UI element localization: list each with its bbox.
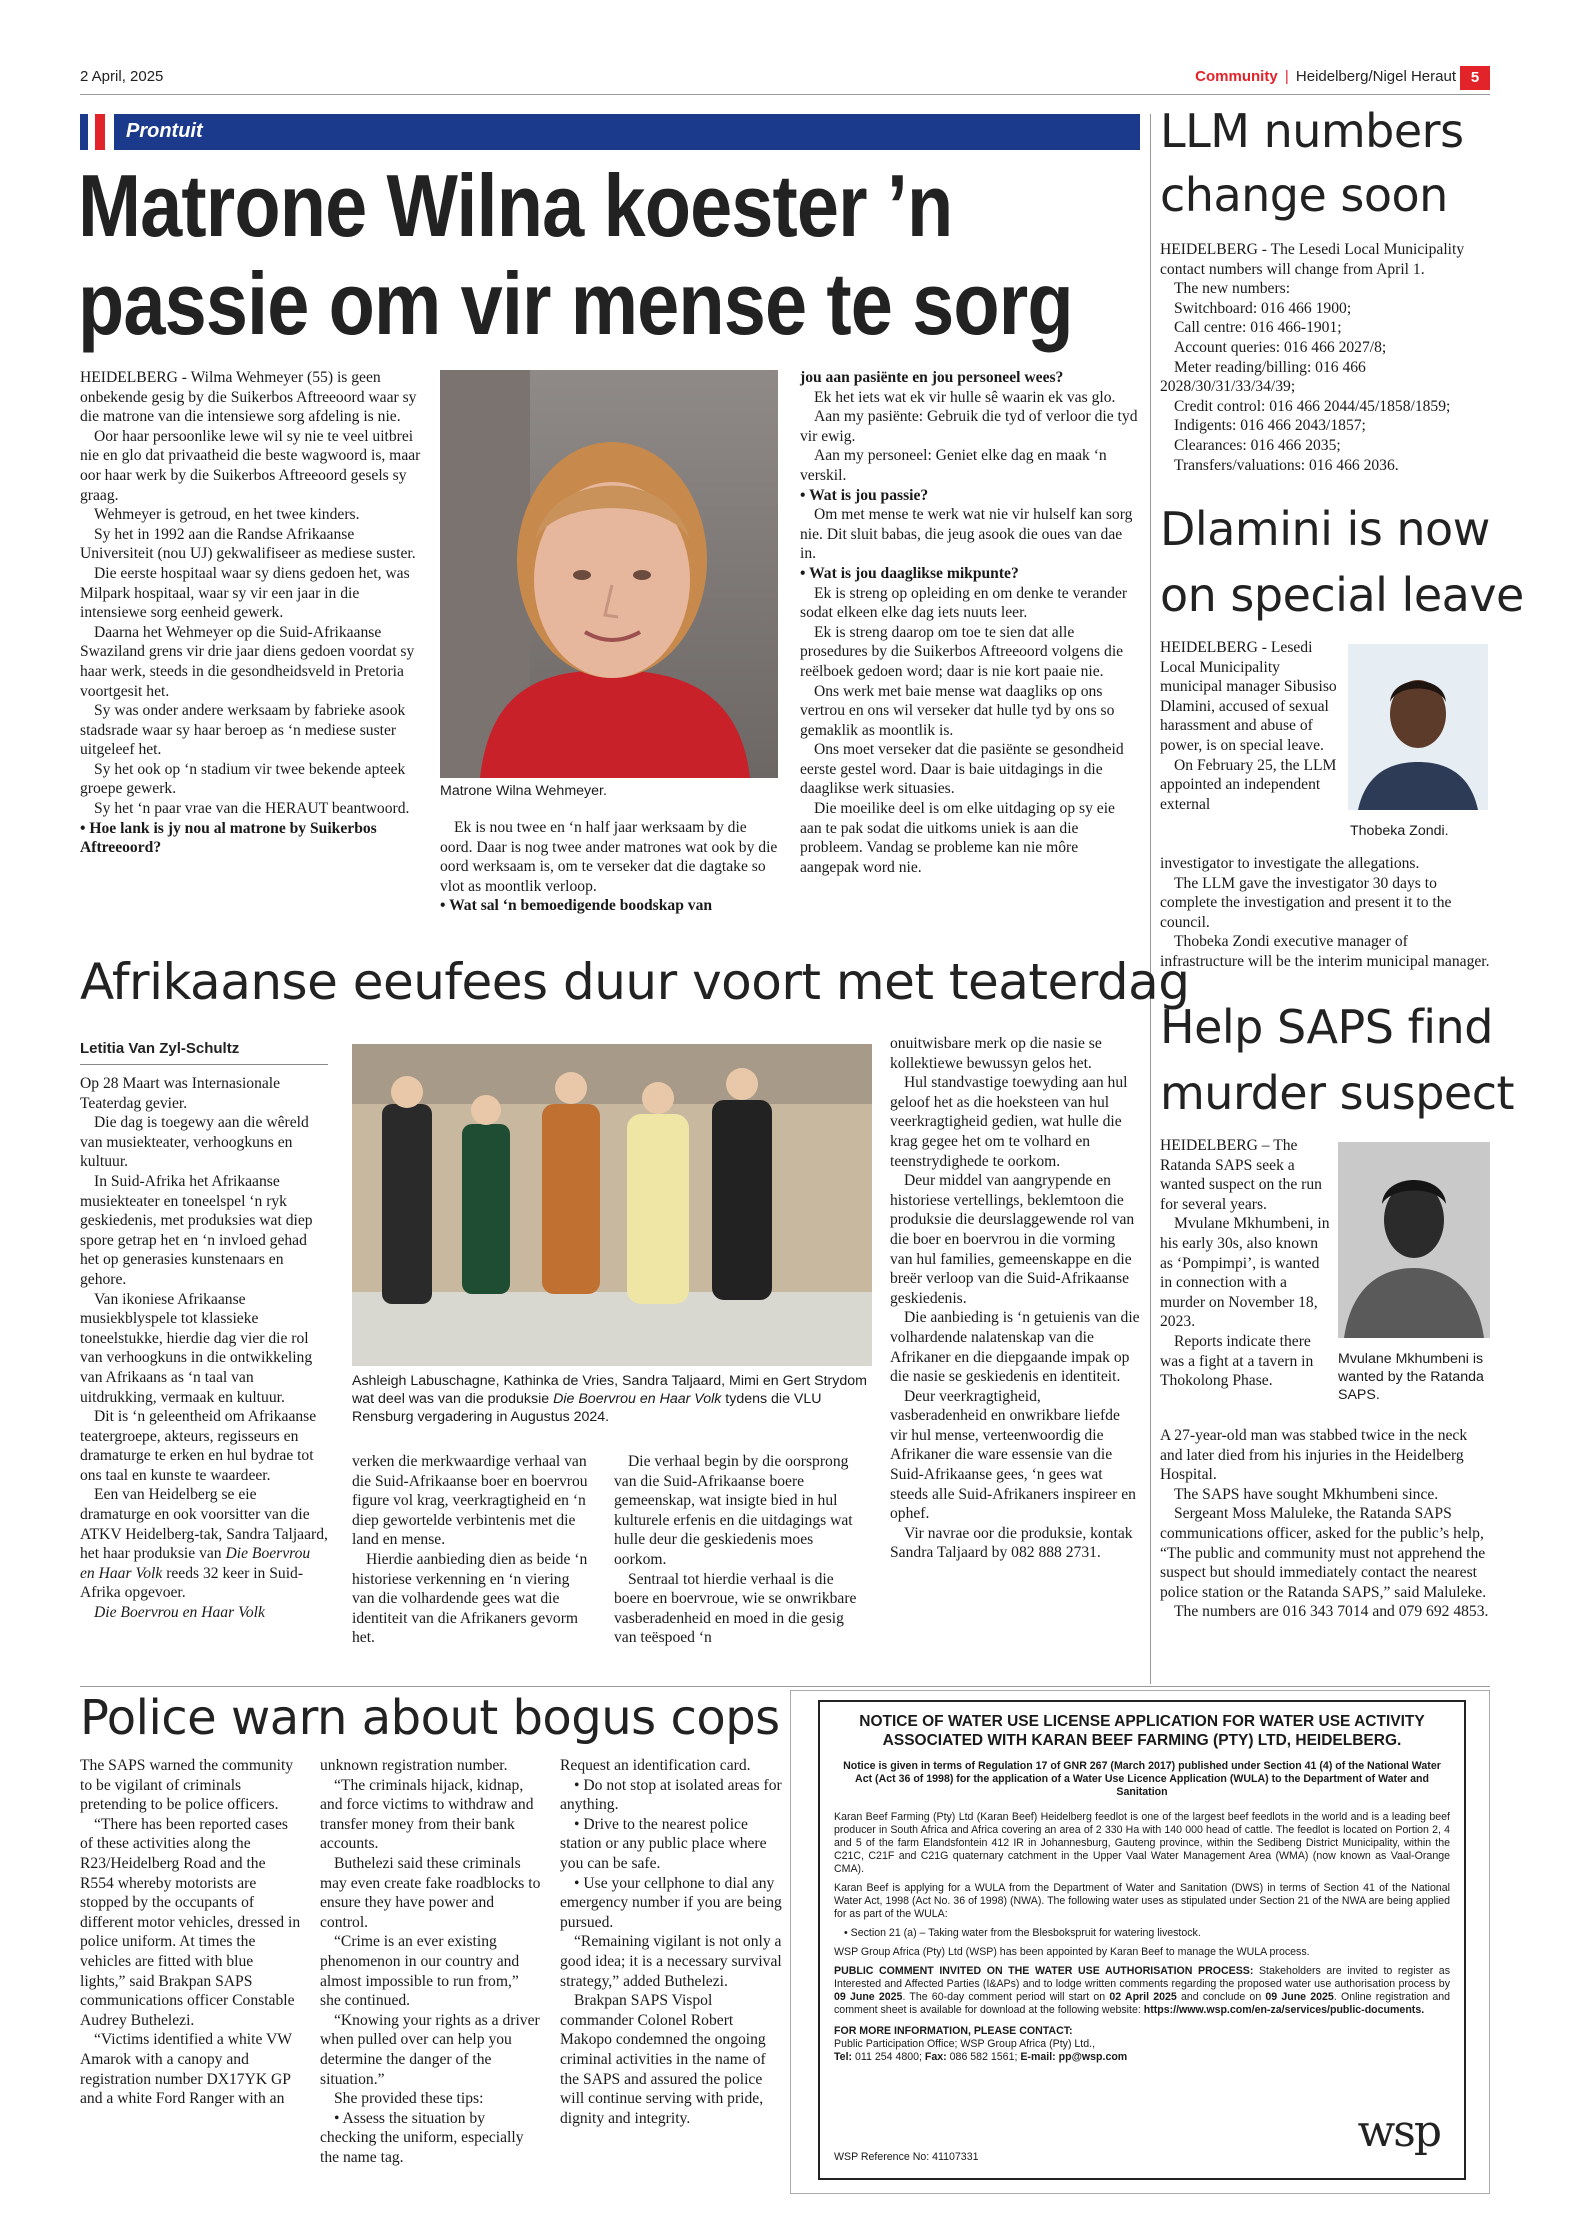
- notice-fax: 086 582 1561;: [946, 2051, 1021, 2063]
- paragraph-text: Ons werk met baie mense wat daagliks op ons vertrou en ons wil verseker dat hulle tyd by ons so gemaklik as moontlik is.: [800, 682, 1115, 739]
- paragraph: [80, 2030, 302, 2108]
- paragraph-text: • Use your cellphone to dial any emergency number if you are being pursued.: [560, 1874, 782, 1931]
- paragraph: [560, 1776, 782, 1815]
- paragraph-text: onuitwisbare merk op die nasie se kollektiewe bewussyn gelos het.: [890, 1035, 1102, 1072]
- paragraph: [800, 446, 1140, 485]
- paragraph-text: HEIDELBERG - The Lesedi Local Municipality contact numbers will change from April 1.: [1160, 241, 1465, 278]
- notice-reference: WSP Reference No: 41107331: [834, 2151, 979, 2163]
- paragraph-text: Switchboard: 016 466 1900;: [1174, 299, 1352, 317]
- paragraph: [80, 819, 428, 858]
- paragraph-text: • Drive to the nearest police station or any public place where you can be safe.: [560, 1815, 767, 1872]
- paragraph: [1160, 318, 1490, 338]
- zondi-photo-caption: Thobeka Zondi.: [1350, 823, 1449, 839]
- theatre-story-col2: [352, 1452, 592, 1648]
- paragraph-text: Van ikoniese Afrikaanse musiekblyspele tot klassieke toneelstukke, hierdie dag vier die rol van verhoogkuns in die ontwikkeling van Afrikaans as ‘n taal van uitdrukking, vermaak en kultuur.: [80, 1290, 313, 1406]
- paragraph-text: Ek is nou twee en ‘n half jaar werksaam by die oord. Daar is nog twee ander matrones wat ook by die oord werksaam is, om te verseker dat die dagtake so vlot as moontlik verloop.: [440, 819, 778, 895]
- notice-email-label: E-mail:: [1020, 2051, 1056, 2063]
- paragraph-text: verken die merkwaardige verhaal van die Suid-Afrikaanse boer en boervrou figure vol krag, veerkragtigheid en ‘n diep gewortelde verbintenis met die land en mense.: [352, 1453, 588, 1549]
- police-story-col3: [560, 1756, 782, 2128]
- header-section: Community: [1195, 68, 1278, 85]
- paragraph-text: Hierdie aanbieding dien as beide ‘n historiese verkenning en ‘n viering van die volhardende gees wat die identiteit van die Afrikaners gevorm het.: [352, 1550, 588, 1647]
- paragraph-text: Account queries: 016 466 2027/8;: [1174, 338, 1387, 356]
- notice-contact-details: [834, 2051, 1450, 2064]
- paragraph-text: She provided these tips:: [334, 2090, 484, 2108]
- paragraph: [560, 1815, 782, 1874]
- notice-date-3: 09 June 2025: [1265, 1991, 1334, 2003]
- paragraph-text: Sy het ‘n paar vrae van die HERAUT beantwoord.: [94, 800, 410, 818]
- paragraph: [1160, 456, 1490, 476]
- paragraph: [80, 1815, 302, 2031]
- notice-comment-b: . The 60-day comment period will start on: [902, 1991, 1110, 2003]
- llm-story-body: [1160, 240, 1490, 475]
- paragraph: [80, 760, 428, 799]
- paragraph: [800, 505, 1140, 564]
- paragraph: [800, 799, 1140, 877]
- paragraph: [560, 1756, 782, 1776]
- paragraph: [800, 584, 1140, 623]
- paragraph: [80, 368, 428, 427]
- paragraph-text: Die moeilike deel is om elke uitdaging op sy eie aan te pak sodat die uitkoms uniek is aan die probleem. Vandag se probleme kan nie môre aangepak word nie.: [800, 800, 1115, 876]
- paragraph-text: Brakpan SAPS Vispol commander Colonel Robert Makopo condemned the ongoing criminal activities in the name of the SAPS and assured the police will continue serving with pride, dignity and integrity.: [560, 1992, 766, 2127]
- paragraph-text: Aan my personeel: Geniet elke dag en maak ‘n verskil.: [800, 447, 1107, 484]
- paragraph-text: Die dag is toegewy aan die wêreld van musiekteater, verhoogkuns en kultuur.: [80, 1114, 309, 1171]
- paragraph-text: unknown registration number.: [320, 1757, 508, 1774]
- paragraph-text: Die aanbieding is ‘n getuienis van die volhardende nalatenskap van die Afrikaner en die diepgaande impak op die nasie se geskiedenis en identiteit.: [890, 1309, 1140, 1386]
- header-publication: Heidelberg/Nigel Heraut: [1295, 68, 1456, 85]
- main-story-col2: [440, 818, 780, 916]
- paragraph: [440, 818, 780, 896]
- paragraph-text: Aan my pasiënte: Gebruik die tyd of verloor die tyd vir ewig.: [800, 408, 1138, 445]
- paragraph: [1160, 416, 1490, 436]
- header-rule: [80, 94, 1490, 95]
- notice-paragraph-3: WSP Group Africa (Pty) Ltd (WSP) has been appointed by Karan Beef to manage the WULA process.: [834, 1946, 1310, 1958]
- zondi-photo: [1348, 644, 1488, 810]
- paragraph: [1160, 1485, 1490, 1505]
- paragraph: [1160, 756, 1342, 815]
- paragraph-text-end: reeds 32 keer in Suid-Afrika opgevoer.: [80, 1564, 304, 1602]
- paragraph: [320, 1776, 542, 1854]
- notice-paragraph-2: Karan Beef is applying for a WULA from the Department of Water and Sanitation (DWS) in terms of Section 41 of the National Water Act, 1998 (Act No. 36 of 1998) (NWA). The following water uses as stipulated under Section 21 of the NWA are being applied for as part of the WULA:: [834, 1882, 1450, 1920]
- saps-headline-line1: Help SAPS find: [1160, 1000, 1493, 1054]
- flag-bar: [80, 114, 110, 150]
- paragraph: [1160, 1426, 1490, 1485]
- paragraph: [352, 1550, 592, 1648]
- paragraph: [80, 525, 428, 564]
- paragraph-text: HEIDELBERG - Lesedi Local Municipality municipal manager Sibusiso Dlamini, accused of sexual harassment and abuse of power, is on special leave.: [1160, 639, 1337, 754]
- notice-website-link[interactable]: https://www.wsp.com/en-za/services/public-documents.: [1143, 2004, 1425, 2016]
- theatre-story-col1: [80, 1074, 328, 1623]
- paragraph: [890, 1073, 1140, 1171]
- notice-fax-label: Fax:: [924, 2051, 947, 2063]
- paragraph: [80, 505, 428, 525]
- theatre-byline: Letitia Van Zyl-Schultz: [80, 1040, 240, 1057]
- notice-title: NOTICE OF WATER USE LICENSE APPLICATION FOR WATER USE ACTIVITY ASSOCIATED WITH KARAN BEEF FARMING (PTY) LTD, HEIDELBERG.: [859, 1713, 1425, 1749]
- paragraph: [80, 701, 428, 760]
- theatre-caption-text: Ashleigh Labuschagne, Kathinka de Vries, Sandra Taljaard, Mimi en Gert Strydom wat deel was van die produksie: [352, 1373, 867, 1407]
- paragraph-text: The SAPS have sought Mkhumbeni since.: [1174, 1485, 1439, 1503]
- zondi-portrait: [1348, 644, 1488, 810]
- paragraph-text: Deur veerkragtigheid, vasberadenheid en onwrikbare liefde vir hul mense, verteenwoordig die Afrikaner die ware essensie van die Suid-Afrikaanse gees, ‘n gees wat steeds alle Suid-Afrikaners inspireer en ophef.: [890, 1387, 1136, 1523]
- paragraph-text: Deur middel van aangrypende en historiese vertellings, beklemtoon die produksie die deurslaggewende rol van die boer en boervrou in die vorming van hul families, gemeenskappe en die breër verloop van die Suid-Afrikaanse geskiedenis.: [890, 1172, 1135, 1307]
- production-title: Die Boervrou en Haar Volk: [80, 1545, 311, 1582]
- paragraph: [1160, 358, 1490, 397]
- paragraph: [320, 1756, 542, 1776]
- paragraph-text: The SAPS warned the community to be vigilant of criminals pretending to be police officers.: [80, 1757, 294, 1814]
- paragraph: [320, 2011, 542, 2089]
- paragraph: [1160, 1504, 1490, 1602]
- paragraph: [890, 1308, 1140, 1386]
- paragraph-text: Credit control: 016 466 2044/45/1858/1859;: [1174, 397, 1451, 415]
- theatre-story-col3: [614, 1452, 864, 1648]
- paragraph-text: Om met mense te werk wat nie vir hulself kan sorg nie. Dit sluit babas, die jeug asook die oues van dae in.: [800, 506, 1133, 563]
- paragraph-text: “There has been reported cases of these activities along the R23/Heidelberg Road and the R554 whereby motorists are stopped by the occupants of different motor vehicles, dressed in police uniform. At times the vehicles are fitted with blue lights,” said Brakpan SAPS communications officer Constable Audrey Buthelezi.: [80, 1815, 301, 2029]
- mkhumbeni-photo: [1338, 1142, 1490, 1338]
- paragraph-text: Ons moet verseker dat die pasiënte se gesondheid eerste gestel word. Daar is baie uitdagings in die daaglikse werk situasies.: [800, 741, 1124, 798]
- paragraph-text: Buthelezi said these criminals may even create fake roadblocks to ensure they have power and control.: [320, 1854, 541, 1931]
- paragraph-text: In Suid-Afrika het Afrikaanse musiekteater en toneelspel ‘n ryk geskiedenis, met produksies wat diep spore getrap het en ‘n invloed gehad het op generasies kunstenaars en gehore.: [80, 1172, 313, 1288]
- paragraph: [800, 407, 1140, 446]
- paragraph-text: investigator to investigate the allegations.: [1160, 855, 1420, 872]
- paragraph-text: On February 25, the LLM appointed an independent external: [1160, 756, 1337, 813]
- header-date: 2 April, 2025: [80, 68, 164, 85]
- paragraph: [80, 799, 428, 819]
- paragraph: [800, 486, 1140, 506]
- paragraph: [80, 564, 428, 623]
- notice-comment-heading: PUBLIC COMMENT INVITED ON THE WATER USE AUTHORISATION PROCESS:: [834, 1965, 1254, 1977]
- paragraph: [80, 1074, 328, 1113]
- wehmeyer-photo: [440, 370, 778, 778]
- paragraph-text: Ek is streng op opleiding en om denke te verander sodat elkeen elke dag iets nuuts leer.: [800, 584, 1128, 622]
- paragraph-text: Dit is ‘n geleentheid om Afrikaanse teatergroepe, akteurs, regisseurs en dramaturge te erken en hul bydrae tot ons taal en kunste te waardeer.: [80, 1408, 317, 1484]
- paragraph-text: Sy het ook op ‘n stadium vir twee bekende apteek groepe gewerk.: [80, 760, 406, 798]
- paragraph: [890, 1524, 1140, 1563]
- notice-contact-office: Public Participation Office; WSP Group Africa (Pty) Ltd.,: [834, 2038, 1096, 2050]
- theatre-cast-illustration: [352, 1044, 872, 1366]
- paragraph: [1160, 240, 1490, 279]
- paragraph-text: The LLM gave the investigator 30 days to complete the investigation and present it to the council.: [1160, 874, 1452, 931]
- notice-email[interactable]: pp@wsp.com: [1055, 2051, 1128, 2063]
- paragraph-text: jou aan pasiënte en jou personeel wees?: [800, 369, 1064, 386]
- paragraph-text: Call centre: 016 466-1901;: [1174, 319, 1342, 337]
- notice-date-1: 09 June 2025: [834, 1991, 903, 2003]
- paragraph-text: Ek is streng daarop om toe te sien dat alle prosedures by die Suikerbos Aftreeoord volgens die reëlboek gedoen word; daar is nie kort paaie nie.: [800, 623, 1124, 680]
- paragraph-text: HEIDELBERG - Wilma Wehmeyer (55) is geen onbekende gesig by die Suikerbos Aftreeoord waar sy die matrone van die intensiewe sorg afdeling is nie.: [80, 369, 417, 426]
- paragraph-text: Daarna het Wehmeyer op die Suid-Afrikaanse Swaziland grens vir drie jaar diens gedoen voordat sy haar werk, steeds in die gesondheidsveld in Pretoria voortgesit het.: [80, 623, 415, 700]
- paragraph-text: • Do not stop at isolated areas for anything.: [560, 1776, 782, 1814]
- notice-comment-c: and conclude on: [1176, 1991, 1266, 2003]
- paragraph: [1160, 279, 1490, 299]
- paragraph: [80, 1113, 328, 1172]
- kicker-label: Prontuit: [126, 120, 203, 142]
- right-column-rule: [1150, 114, 1151, 1684]
- notice-tel: 011 254 4800;: [852, 2051, 925, 2063]
- paragraph: [560, 1991, 782, 2128]
- paragraph-text: Request an identification card.: [560, 1757, 751, 1774]
- paragraph-text: • Assess the situation by checking the uniform, especially the name tag.: [320, 2109, 524, 2166]
- paragraph: [800, 623, 1140, 682]
- paragraph: [1160, 1136, 1332, 1214]
- bottom-section-rule: [80, 1686, 1490, 1687]
- paragraph-text: • Wat is jou daaglikse mikpunte?: [800, 564, 1019, 582]
- paragraph-text: The new numbers:: [1174, 280, 1291, 298]
- paragraph-text: Die eerste hospitaal waar sy diens gedoen het, was Milpark hospitaal, waar sy vir een jaar in die intensiewe sorg eenheid gewerk.: [80, 564, 410, 622]
- main-story-col3: [800, 368, 1140, 877]
- paragraph-text: Oor haar persoonlike lewe wil sy nie te veel uitbrei nie en glo dat privaatheid die beste wagwoord is, maar oor haar werk by die Suikerbos Aftreeoord gesels sy graag.: [80, 427, 421, 504]
- notice-intro: Notice is given in terms of Regulation 17 of GNR 267 (March 2017) published under Section 41 (4) of the National Water Act (Act 36 of 1998) for the application of a Water Use Licence Application (WULA) to the Department of Water and Sanitation: [843, 1760, 1441, 1798]
- paragraph: [560, 1874, 782, 1933]
- paragraph: [80, 1407, 328, 1485]
- police-story-col1: [80, 1756, 302, 2109]
- dlamini-story-body-wide: [1160, 854, 1490, 972]
- paragraph-text: A 27-year-old man was stabbed twice in the neck and later died from his injuries in the Heidelberg Hospital.: [1160, 1427, 1468, 1484]
- notice-comment-d: . Online registration and comment sheet is available for download at the following website:: [834, 1991, 1451, 2016]
- paragraph: [1160, 338, 1490, 358]
- theatre-story-col4: [890, 1034, 1140, 1563]
- notice-contact-heading: FOR MORE INFORMATION, PLEASE CONTACT:: [834, 2025, 1073, 2037]
- paragraph: [1160, 397, 1490, 417]
- paragraph: [890, 1034, 1140, 1073]
- paragraph-text: Een van Heidelberg se eie dramaturge en ook voorsitter van die ATKV Heidelberg-tak, Sandra Taljaard, het haar produksie van: [80, 1486, 328, 1563]
- paragraph: [1160, 1332, 1332, 1391]
- notice-bullet: • Section 21 (a) – Taking water from the Blesbokspruit for watering livestock.: [844, 1927, 1201, 1939]
- paragraph: [800, 682, 1140, 741]
- paragraph-text: The numbers are 016 343 7014 and 079 692 4853.: [1174, 1603, 1489, 1621]
- llm-headline-line1: LLM numbers: [1160, 104, 1464, 158]
- portrait-illustration: [440, 370, 778, 778]
- police-headline: Police warn about bogus cops: [80, 1690, 780, 1746]
- notice-date-2: 02 April 2025: [1109, 1991, 1177, 2003]
- paragraph-text: Sentraal tot hierdie verhaal is die boere en boervroue, wie se onwrikbare vasberadenheid en moed in die gesig van teëspoed ‘n: [614, 1570, 857, 1647]
- mkhumbeni-portrait: [1338, 1142, 1490, 1338]
- main-headline-line1: Matrone Wilna koester ’n: [78, 156, 953, 255]
- paragraph: [352, 1452, 592, 1550]
- paragraph-text: Transfers/valuations: 016 466 2036.: [1174, 456, 1399, 474]
- kicker-banner: [114, 114, 1140, 150]
- paragraph: [800, 388, 1140, 408]
- theatre-byline-rule: [80, 1064, 328, 1065]
- paragraph: [614, 1570, 864, 1648]
- notice-tel-label: Tel:: [834, 2051, 853, 2063]
- paragraph: [800, 368, 1140, 388]
- paragraph: [320, 2089, 542, 2109]
- paragraph-text: Wehmeyer is getroud, en het twee kinders.: [94, 506, 360, 524]
- paragraph: [440, 896, 780, 916]
- police-story-col2: [320, 1756, 542, 2167]
- notice-contact: [834, 2025, 1450, 2064]
- paragraph-text: Ek het iets wat ek vir hulle sê waarin ek vas glo.: [814, 388, 1116, 406]
- saps-headline-line2: murder suspect: [1160, 1066, 1515, 1120]
- paragraph: [1160, 299, 1490, 319]
- production-title: Die Boervrou en Haar Volk: [94, 1604, 265, 1622]
- paragraph-text: Indigents: 016 466 2043/1857;: [1174, 417, 1366, 435]
- paragraph: [320, 1932, 542, 2010]
- paragraph: [80, 623, 428, 701]
- paragraph: [80, 1172, 328, 1290]
- header-section-line: [1195, 68, 1456, 85]
- paragraph-text: Vir navrae oor die produksie, kontak Sandra Taljaard by 082 888 2731.: [890, 1524, 1133, 1562]
- paragraph: [80, 1756, 302, 1815]
- paragraph-text: Sy het in 1992 aan die Randse Afrikaanse Universiteit (nou UJ) gekwalifiseer as mediese suster.: [80, 525, 416, 563]
- page-number: 5: [1460, 66, 1490, 90]
- paragraph-text: “Knowing your rights as a driver when pulled over can help you determine the danger of the situation.”: [320, 2011, 540, 2088]
- paragraph: [890, 1171, 1140, 1308]
- paragraph-text: Op 28 Maart was Internasionale Teaterdag gevier.: [80, 1075, 281, 1112]
- theatre-headline: Afrikaanse eeufees duur voort met teaterdag: [80, 953, 1190, 1011]
- paragraph: [1160, 874, 1490, 933]
- paragraph-text: Mvulane Mkhumbeni, in his early 30s, also known as ‘Pompimpi’, is wanted in connection with a murder on November 18, 2023.: [1160, 1215, 1330, 1331]
- main-story-col1: [80, 368, 428, 858]
- dlamini-story-body-narrow: [1160, 638, 1342, 814]
- saps-story-body-narrow: [1160, 1136, 1332, 1391]
- paragraph: [800, 564, 1140, 584]
- paragraph: [1160, 638, 1342, 756]
- paragraph: [320, 1854, 542, 1932]
- paragraph: [1160, 436, 1490, 456]
- paragraph: [614, 1452, 864, 1570]
- paragraph: [80, 1290, 328, 1408]
- dlamini-headline-line2: on special leave: [1160, 568, 1524, 622]
- paragraph-text: • Wat is jou passie?: [800, 486, 929, 504]
- paragraph-text: “Crime is an ever existing phenomenon in our country and almost impossible to run from,” she continued.: [320, 1933, 520, 2010]
- notice-paragraph-1: Karan Beef Farming (Pty) Ltd (Karan Beef) Heidelberg feedlot is one of the largest beef feedlots in the world and is a leading beef producer in South Africa and Africa covering an area of 2 330 Ha with 140 000 head of cattle. The feedlot is located on Portion 2, 4 and 5 of the farm Elandsfontein 412 IR in Johannesburg, Gauteng province, within the Sedibeng District Municipality, within the C21C, C21F and C21G quaternary catchment in the Upper Vaal Water Management Area (WMA) (now known as Vaal-Orange CMA).: [834, 1811, 1450, 1875]
- main-headline-line2: passie om vir mense te sorg: [78, 254, 1073, 353]
- paragraph: [80, 427, 428, 505]
- paragraph-text: Die verhaal begin by die oorsprong van die Suid-Afrikaanse boere gemeenskap, wat insigte bied in hul kulturele erfenis en die uitdagings wat hulle deur die geskiedenis moes oorkom.: [614, 1453, 853, 1568]
- paragraph: [1160, 1214, 1332, 1332]
- paragraph: [890, 1387, 1140, 1524]
- paragraph-text: “Remaining vigilant is not only a good idea; it is a necessary survival strategy,” added Buthelezi.: [560, 1933, 782, 1990]
- paragraph: [1160, 854, 1490, 874]
- notice-paragraph-4: [834, 1965, 1450, 2017]
- dlamini-headline-line1: Dlamini is now: [1160, 502, 1490, 556]
- paragraph-text: HEIDELBERG – The Ratanda SAPS seek a wanted suspect on the run for several years.: [1160, 1137, 1322, 1213]
- theatre-photo: [352, 1044, 872, 1366]
- paragraph-text: Thobeka Zondi executive manager of infrastructure will be the interim municipal manager.: [1160, 933, 1490, 970]
- paragraph-text: Sergeant Moss Maluleke, the Ratanda SAPS communications officer, asked for the public’s help, “The public and community must not apprehend the suspect but should immediately contact the nearest police station or the Ratanda SAPS,” said Maluleke.: [1160, 1505, 1487, 1601]
- paragraph: [560, 1932, 782, 1991]
- llm-headline-line2: change soon: [1160, 168, 1448, 222]
- paragraph-text: “The criminals hijack, kidnap, and force victims to withdraw and transfer money from their bank accounts.: [320, 1776, 534, 1853]
- paragraph-text: “Victims identified a white VW Amarok with a canopy and registration number DX17YK GP and a white Ford Ranger with an: [80, 2031, 292, 2108]
- mkhumbeni-photo-caption: Mvulane Mkhumbeni is wanted by the Ratanda SAPS.: [1338, 1351, 1484, 1403]
- theatre-caption-title: Die Boervrou en Haar Volk: [553, 1391, 722, 1407]
- page-header: [0, 0, 1572, 100]
- paragraph-text: Clearances: 016 466 2035;: [1174, 436, 1341, 454]
- wsp-logo: wsp: [1357, 2106, 1440, 2157]
- paragraph: [320, 2109, 542, 2168]
- paragraph-text: • Hoe lank is jy nou al matrone by Suikerbos Aftreeoord?: [80, 819, 377, 857]
- paragraph: [80, 1603, 328, 1623]
- theatre-caption-end: tydens die VLU Rensburg vergadering in Augustus 2024.: [352, 1391, 822, 1425]
- paragraph-text: • Wat sal ‘n bemoedigende boodskap van: [440, 897, 713, 915]
- notice-comment-a: Stakeholders are invited to register as Interested and Affected Parties (I&APs) and to lodge written comments regarding the proposed water use authorisation process by: [834, 1965, 1450, 1990]
- wehmeyer-photo-caption: Matrone Wilna Wehmeyer.: [440, 783, 607, 799]
- paragraph-text: Reports indicate there was a fight at a tavern in Thokolong Phase.: [1160, 1332, 1314, 1390]
- paragraph-text: Meter reading/billing: 016 466 2028/30/31/33/34/39;: [1160, 358, 1366, 396]
- header-separator: |: [1284, 68, 1289, 85]
- water-use-notice: [818, 1700, 1466, 2180]
- paragraph-text: Hul standvastige toewyding aan hul geloof het as die hoeksteen van hul veerkragtigheid gedien, wat hulle die krag gegee het om te volhard en teenstrydighede te oorkom.: [890, 1074, 1128, 1170]
- paragraph: [80, 1485, 328, 1603]
- paragraph: [1160, 1602, 1490, 1622]
- paragraph-text: Sy was onder andere werksaam by fabrieke asook stadsrade waar sy haar beroep as ‘n mediese suster uitgeleef het.: [80, 702, 406, 759]
- theatre-photo-caption: [352, 1372, 872, 1426]
- paragraph: [1160, 932, 1490, 971]
- paragraph: [800, 740, 1140, 799]
- saps-story-body-wide: [1160, 1426, 1490, 1622]
